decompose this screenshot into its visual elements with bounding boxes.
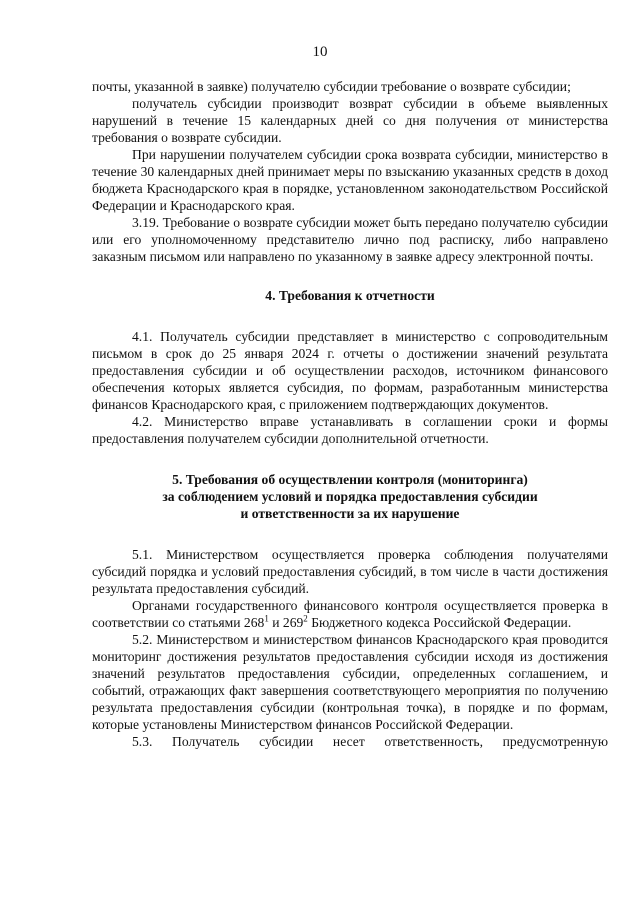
page-content — [92, 78, 608, 750]
paragraph-3-19: 3.19. Требование о возврате субсидии может быть передано получателю субсидии или его уполномоченному представителю лично под расписку, либо направлено заказным письмом или направлено по указанному в заявке адресу электронной почты. — [92, 215, 608, 264]
section-5-heading-line-3: и ответственности за их нарушение — [240, 506, 460, 521]
paragraph-violation-term: При нарушении получателем субсидии срока возврата субсидии, министерство в течение 30 календарных дней принимает меры по взысканию указанных средств в доход бюджета Краснодарского края в порядке, установленном законодательством Российской Федерации и Краснодарского края. — [92, 147, 608, 213]
superscript: 2 — [303, 613, 308, 624]
text-segment: Органами государственного финансового контроля осуществляется проверка в соответствии со статьями 268 — [92, 598, 608, 630]
paragraph-4-2: 4.2. Министерство вправе устанавливать в соглашении сроки и формы предоставления получателем субсидии дополнительной отчетности. — [92, 414, 608, 446]
paragraph-4-1: 4.1. Получатель субсидии представляет в министерство с сопроводительным письмом в срок до 25 января 2024 г. отчеты о достижении значений результата предоставления субсидии и об осуществлении расходов, источником финансового обеспечения которых является субсидия, по формам, разработанным министерства финансов Краснодарского края, с приложением подтверждающих документов. — [92, 329, 608, 412]
section-5-heading — [92, 471, 608, 522]
paragraph-financial-control — [92, 597, 608, 631]
paragraph-continuation: почты, указанной в заявке) получателю субсидии требование о возврате субсидии; — [92, 79, 571, 94]
paragraph-5-1: 5.1. Министерством осуществляется проверка соблюдения получателями субсидий порядка и условий предоставления субсидий, в том числе в части достижения результата предоставления субсидий. — [92, 547, 608, 596]
section-5-heading-line-2: за соблюдением условий и порядка предоставления субсидии — [162, 489, 538, 504]
superscript: 1 — [264, 613, 269, 624]
page-number: 10 — [312, 44, 328, 60]
paragraph-5-2: 5.2. Министерством и министерством финансов Краснодарского края проводится мониторинг достижения результатов предоставления субсидии исходя из достижения значений результатов предоставления субсидии, определенных соглашением, и событий, отражающих факт завершения соответствующего мероприятия по получению результата предоставления субсидии (контрольная точка), в порядке и по формам, которые установлены Министерством финансов Российской Федерации. — [92, 632, 608, 732]
section-4-heading: 4. Требования к отчетности — [265, 288, 435, 303]
paragraph-refund: получатель субсидии производит возврат субсидии в объеме выявленных нарушений в течение 15 календарных дней со дня получения от министерства требования о возврате субсидии. — [92, 96, 608, 145]
text-segment: Бюджетного кодекса Российской Федерации. — [307, 615, 572, 630]
section-5-heading-line-1: 5. Требования об осуществлении контроля (мониторинга) — [172, 472, 528, 487]
text-segment: и 269 — [268, 615, 304, 630]
paragraph-5-3: 5.3. Получатель субсидии несет ответственность, предусмотренную — [132, 734, 608, 749]
